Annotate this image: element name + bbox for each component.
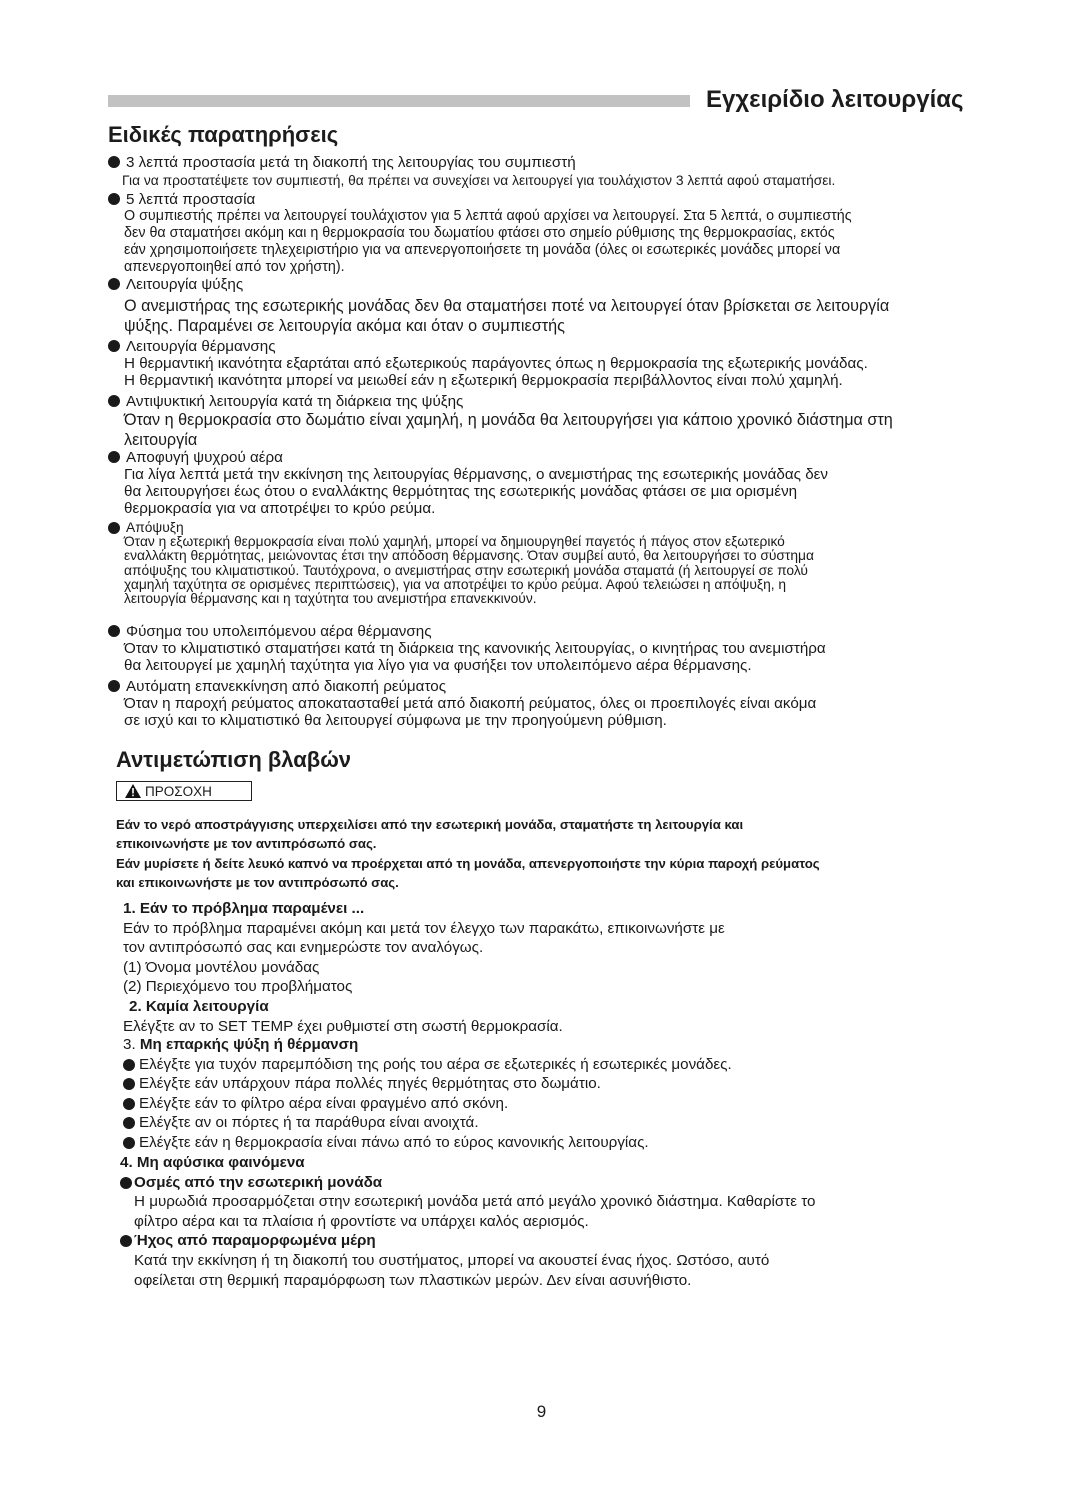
note-5: Αντιψυκτική λειτουργία κατά τη διάρκεια της ψύξης Όταν η θερμοκρασία στο δωμάτιο είναι χαμηλή, η μονάδα θα λειτουργήσει για κάποιο χρονικό διάστημα στη λειτουργία xyxy=(108,393,988,450)
troubleshooting-heading: Αντιμετώπιση βλαβών xyxy=(116,747,352,772)
note-8: Φύσημα του υπολειπόμενου αέρα θέρμανσης Όταν το κλιματιστικό σταματήσει κατά τη διάρκεια της κανονικής λειτουργίας, ο κινητήρας του ανεμιστήρα θα λειτουργεί με χαμηλή ταχύτητα για λίγο για να φυσήξει τον υπολειπόμενο αέρα θέρμανσης. xyxy=(108,623,988,674)
bullet-icon xyxy=(120,1177,132,1189)
section-problem-persists: 1. Εάν το πρόβλημα παραμένει ... Εάν το πρόβλημα παραμένει ακόμη και μετά τον έλεγχο των παρακάτω, επικοινωνήστε με τον αντιπρόσωπό σας και ενημερώστε τον αναλόγως. (1) Όνομα μοντέλου μονάδας (2) Περιεχόμενο του προβλήματος xyxy=(123,900,725,996)
caution-box: ΠΡΟΣΟΧΗ xyxy=(116,781,252,801)
section-insufficient-cooling: 3. Μη επαρκής ψύξη ή θέρμανση Ελέγξτε για τυχόν παρεμπόδιση της ροής του αέρα σε εξωτερικές ή εσωτερικές μονάδες. Ελέγξτε εάν υπάρχουν πάρα πολλές πηγές θερμότητας στο δωμάτιο. Ελέγξτε εάν το φίλτρο αέρα είναι φραγμένο από σκόνη. Ελέγξτε αν οι πόρτες ή τα παράθυρα είναι ανοιχτά. Ελέγξτε εάν η θερμοκρασία είναι πάνω από το εύρος κανονικής λειτουργίας. xyxy=(123,1036,732,1151)
note-7: Απόψυξη Όταν η εξωτερική θερμοκρασία είναι πολύ χαμηλή, μπορεί να δημιουργηθεί παγετός ή πάγος στον εξωτερικό εναλλάκτη θερμότητας, μειώνοντας έτσι την απόδοση θέρμανσης. Όταν συμβεί αυτό, θα λειτουργήσει το σύστημα απόψυξης του κλιματιστικού. Ταυτόχρονα, ο ανεμιστήρας στην εσωτερική μονάδα σταματά (ή λειτουργεί σε πολύ χαμηλή ταχύτητα σε ορισμένες περιπτώσεις), για να αποτρέψει το κρύο ρεύμα. Αφού τελειώσει η απόψυξη, η λειτουργία θέρμανσης και η ταχύτητα του ανεμιστήρα επανεκκινούν. xyxy=(108,520,988,606)
header-rule xyxy=(108,95,690,107)
bullet-icon xyxy=(120,1235,132,1247)
bullet-icon xyxy=(123,1078,135,1090)
note-1: 3 λεπτά προστασία μετά τη διακοπή της λειτουργίας του συμπιεστή Για να προστατέψετε τον συμπιεστή, θα πρέπει να συνεχίσει να λειτουργεί για τουλάχιστον 3 λεπτά αφού σταματήσει. xyxy=(108,154,988,188)
bullet-icon xyxy=(108,522,120,534)
bullet-icon xyxy=(123,1137,135,1149)
warning-triangle-icon xyxy=(125,784,141,798)
note-2: 5 λεπτά προστασία Ο συμπιεστής πρέπει να λειτουργεί τουλάχιστον για 5 λεπτά αφού αρχίσει να λειτουργεί. Στα 5 λεπτά, ο συμπιεστής δεν θα σταματήσει ακόμη και η θερμοκρασία του δωματίου φτάσει στο σημείο ρύθμισης της θερμοκρασίας, εκτός εάν χρησιμοποιήσετε τηλεχειριστήριο για να απενεργοποιήσετε τη μονάδα (όλες οι εσωτερικές μονάδες μπορεί να απενεργοποιηθεί από τον χρήστη). xyxy=(108,191,988,276)
bullet-icon xyxy=(123,1059,135,1071)
note-6: Αποφυγή ψυχρού αέρα Για λίγα λεπτά μετά την εκκίνηση της λειτουργίας θέρμανσης, ο ανεμιστήρας της εσωτερικής μονάδας δεν θα λειτουργήσει έως ότου ο εναλλάκτης θερμότητας της εσωτερικής μονάδας φτάσει σε μια ορισμένη θερμοκρασία για να αποτρέψει το κρύο ρεύμα. xyxy=(108,449,988,517)
note-3: Λειτουργία ψύξης Ο ανεμιστήρας της εσωτερικής μονάδας δεν θα σταματήσει ποτέ να λειτουργεί όταν βρίσκεται σε λειτουργία ψύξης. Παραμένει σε λειτουργία ακόμα και όταν ο συμπιεστής xyxy=(108,276,988,336)
bullet-icon xyxy=(108,156,120,168)
page-number: 9 xyxy=(536,1402,547,1421)
section-no-operation: 2. Καμία λειτουργία Ελέγξτε αν το SET TEMP έχει ρυθμιστεί στη σωστή θερμοκρασία. xyxy=(123,998,563,1035)
caution-warnings: Εάν το νερό αποστράγγισης υπερχειλίσει από την εσωτερική μονάδα, σταματήστε τη λειτουργία και επικοινωνήστε με τον αντιπρόσωπό σας. Εάν μυρίσετε ή δείτε λευκό καπνό να προέρχεται από τη μονάδα, απενεργοποιήστε την κύρια παροχή ρεύματος και επικοινωνήστε με τον αντιπρόσωπό σας. xyxy=(116,817,820,891)
manual-title: Εγχειρίδιο λειτουργίας xyxy=(706,86,964,113)
bullet-icon xyxy=(108,395,120,407)
bullet-icon xyxy=(108,625,120,637)
bullet-icon xyxy=(108,451,120,463)
bullet-icon xyxy=(108,340,120,352)
section-abnormal-phenomena: 4. Μη αφύσικα φαινόμενα Οσμές από την εσωτερική μονάδα Η μυρωδιά προσαρμόζεται στην εσωτερική μονάδα μετά από μεγάλο χρονικό διάστημα. Καθαρίστε το φίλτρο αέρα και τα πλαίσια ή φροντίστε να υπάρχει καλός αερισμός. Ήχος από παραμορφωμένα μέρη Κατά την εκκίνηση ή τη διακοπή του συστήματος, μπορεί να ακουστεί ένας ήχος. Ωστόσο, αυτό οφείλεται στη θερμική παραμόρφωση των πλαστικών μερών. Δεν είναι ασυνήθιστο. xyxy=(120,1154,816,1289)
bullet-icon xyxy=(108,193,120,205)
note-4: Λειτουργία θέρμανσης Η θερμαντική ικανότητα εξαρτάται από εξωτερικούς παράγοντες όπως η θερμοκρασία της εξωτερικής μονάδας. Η θερμαντική ικανότητα μπορεί να μειωθεί εάν η εξωτερική θερμοκρασία περιβάλλοντος είναι πολύ χαμηλή. xyxy=(108,338,988,389)
bullet-icon xyxy=(108,278,120,290)
notes-heading: Ειδικές παρατηρήσεις xyxy=(108,122,339,147)
bullet-icon xyxy=(123,1098,135,1110)
bullet-icon xyxy=(108,680,120,692)
note-9: Αυτόματη επανεκκίνηση από διακοπή ρεύματος Όταν η παροχή ρεύματος αποκατασταθεί μετά από διακοπή ρεύματος, όλες οι προεπιλογές είναι ακόμα σε ισχύ και το κλιματιστικό θα λειτουργεί σύμφωνα με την προηγούμενη ρύθμιση. xyxy=(108,678,988,729)
bullet-icon xyxy=(123,1117,135,1129)
